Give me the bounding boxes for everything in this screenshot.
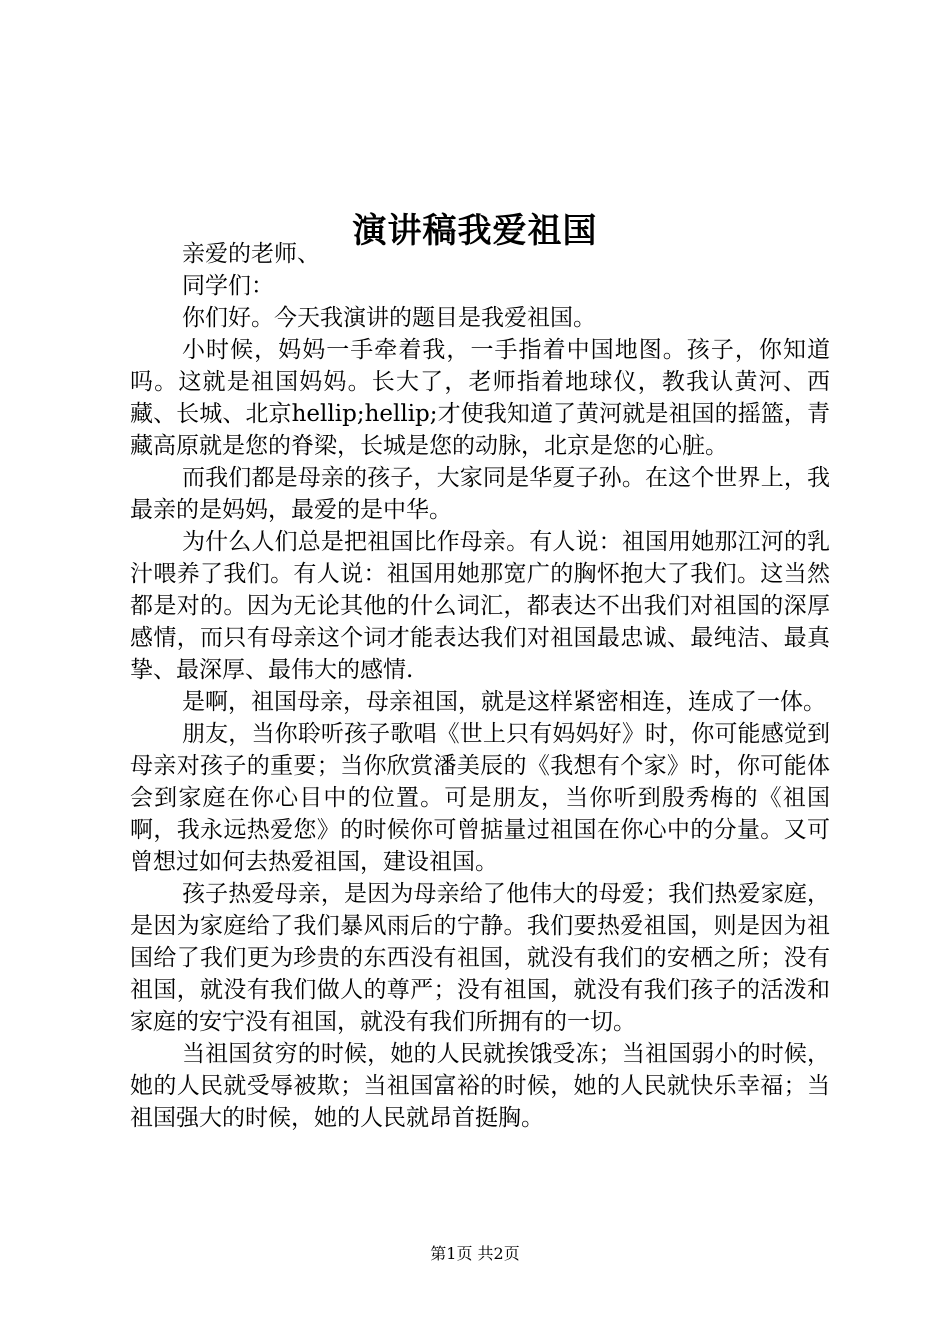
paragraph-country-fate: 当祖国贫穷的时候，她的人民就挨饿受冻；当祖国弱小的时候，她的人民就受辱被欺；当祖国富裕的时候，她的人民就快乐幸福；当祖国强大的时候，她的人民就昂首挺胸。 xyxy=(130,1041,830,1131)
page-number-footer: 第1页 共2页 xyxy=(430,1244,520,1263)
paragraph-love-country: 孩子热爱母亲，是因为母亲给了他伟大的母爱；我们热爱家庭，是因为家庭给了我们暴风雨后的宁静。我们要热爱祖国，则是因为祖国给了我们更为珍贵的东西没有祖国，就没有我们的安栖之所；没有祖国，就没有我们做人的尊严；没有祖国，就没有我们孩子的活泼和家庭的安宁没有祖国，就没有我们所拥有的一切。 xyxy=(130,881,830,1035)
paragraph-salutation-1: 亲爱的老师、 xyxy=(182,241,320,267)
paragraph-childhood: 小时候，妈妈一手牵着我，一手指着中国地图。孩子，你知道吗。这就是祖国妈妈。长大了，老师指着地球仪，教我认黄河、西藏、长城、北京hellip;hellip;才使我知道了黄河就是祖国的摇篮，青藏高原就是您的脊梁，长城是您的动脉，北京是您的心脏。 xyxy=(130,337,830,459)
paragraph-why-mother: 为什么人们总是把祖国比作母亲。有人说：祖国用她那江河的乳汁喂养了我们。有人说：祖国用她那宽广的胸怀抱大了我们。这当然都是对的。因为无论其他的什么词汇，都表达不出我们对祖国的深厚感情，而只有母亲这个词才能表达我们对祖国最忠诚、最纯洁、最真挚、最深厚、最伟大的感情. xyxy=(130,529,830,683)
paragraph-songs: 朋友，当你聆听孩子歌唱《世上只有妈妈好》时，你可能感觉到母亲对孩子的重要；当你欣赏潘美辰的《我想有个家》时，你可能体会到家庭在你心目中的位置。可是朋友，当你听到殷秀梅的《祖国啊，我永远热爱您》的时候你可曾掂量过祖国在你心中的分量。又可曾想过如何去热爱祖国，建设祖国。 xyxy=(130,721,830,875)
paragraph-salutation-2: 同学们： xyxy=(182,273,274,299)
document-title: 演讲稿我爱祖国 xyxy=(352,210,598,251)
paragraph-connected: 是啊，祖国母亲，母亲祖国，就是这样紧密相连，连成了一体。 xyxy=(182,689,826,715)
paragraph-mother-children: 而我们都是母亲的孩子，大家同是华夏子孙。在这个世界上，我最亲的是妈妈，最爱的是中华。 xyxy=(130,465,830,523)
paragraph-greeting: 你们好。今天我演讲的题目是我爱祖国。 xyxy=(182,305,596,331)
document-body xyxy=(130,238,830,1134)
